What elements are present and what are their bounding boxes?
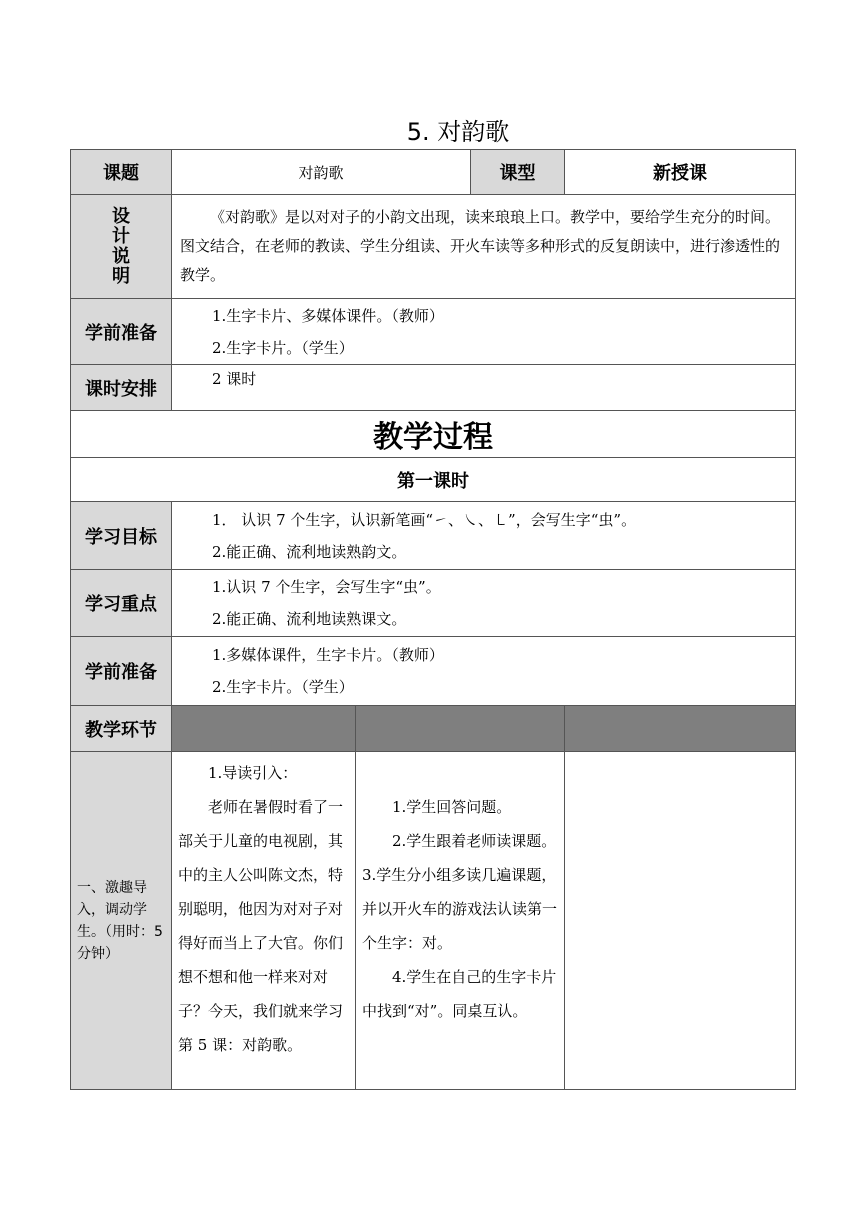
prep2-line1: 1.多媒体课件，生字卡片。（教师） (212, 646, 444, 664)
focus-line2: 2.能正确、流利地读熟课文。 (212, 610, 407, 628)
stage1-teacher (172, 752, 356, 1090)
design-text: 《对韵歌》是以对对子的小韵文出现，读来琅琅上口。教学中，要给学生充分的时间。图文结合，在老师的教读、学生分组读、开火车读等多种形式的反复朗读中，进行渗透性的教学。 (172, 195, 796, 299)
document-title: 5. 对韵歌 (406, 118, 510, 146)
topic-value: 对韵歌 (172, 150, 471, 195)
steps-row (71, 706, 796, 752)
lesson-title-row (71, 458, 796, 502)
steps-col-student (356, 706, 565, 752)
prep2-content (172, 637, 796, 706)
stage1-teacher-text: 老师在暑假时看了一部关于儿童的电视剧，其中的主人公叫陈文杰，特别聪明，他因为对对子对得好而当上了大官。你们想不想和他一样来对对子？今天，我们就来学习第 5 课：对韵歌。 (178, 798, 344, 1054)
prep1-line1: 1.生字卡片、多媒体课件。（教师） (212, 306, 444, 325)
lesson-title: 第一课时 (71, 458, 796, 502)
prep1-line2: 2.生字卡片。（学生） (212, 338, 354, 357)
prep2-row (71, 637, 796, 706)
goals-line2: 2.能正确、流利地读熟韵文。 (212, 542, 407, 561)
stage1-notes (565, 752, 796, 1090)
stage1-name: 一、激趣导入，调动学生。（用时：5 分钟） (71, 752, 172, 1090)
lesson-plan-table (70, 149, 796, 1090)
goals-row (71, 502, 796, 570)
stage1-student-p3: 4.学生在自己的生字卡片中找到“对”。同桌互认。 (362, 968, 557, 1020)
steps-col-teacher (172, 706, 356, 752)
goals-label: 学习目标 (71, 502, 172, 570)
stage1-row (71, 752, 796, 1090)
process-title: 教学过程 (71, 411, 796, 458)
focus-content (172, 570, 796, 637)
steps-label: 教学环节 (71, 706, 172, 752)
stage1-student-p2: 2.学生跟着老师读课题。3.学生分小组多读几遍课题，并以开火车的游戏法认读第一个生字：对。 (362, 832, 558, 952)
prep2-label: 学前准备 (71, 637, 172, 706)
stage1-student-p1: 1.学生回答问题。 (392, 798, 512, 816)
design-row (71, 195, 796, 299)
type-value: 新授课 (565, 150, 796, 195)
prep1-label: 学前准备 (71, 299, 172, 365)
stage1-student (356, 752, 565, 1090)
design-label-text: 设计说明 (112, 205, 130, 287)
focus-line1: 1.认识 7 个生字，会写生字“虫”。 (212, 578, 441, 596)
goals-line1: 1． 认识 7 个生字，认识新笔画“㇀、㇏、㇄”，会写生字“虫”。 (212, 510, 637, 529)
type-label: 课型 (471, 150, 565, 195)
schedule-row (71, 365, 796, 411)
stage1-teacher-title: 1.导读引入： (208, 764, 298, 782)
header-row (71, 150, 796, 195)
design-label (71, 195, 172, 299)
schedule-value: 2 课时 (172, 365, 796, 411)
process-title-row (71, 411, 796, 458)
prep1-content (172, 299, 796, 365)
prep1-row (71, 299, 796, 365)
focus-label: 学习重点 (71, 570, 172, 637)
prep2-line2: 2.生字卡片。（学生） (212, 678, 354, 696)
focus-row (71, 570, 796, 637)
topic-label: 课题 (71, 150, 172, 195)
steps-col-notes (565, 706, 796, 752)
goals-content (172, 502, 796, 570)
schedule-label: 课时安排 (71, 365, 172, 411)
